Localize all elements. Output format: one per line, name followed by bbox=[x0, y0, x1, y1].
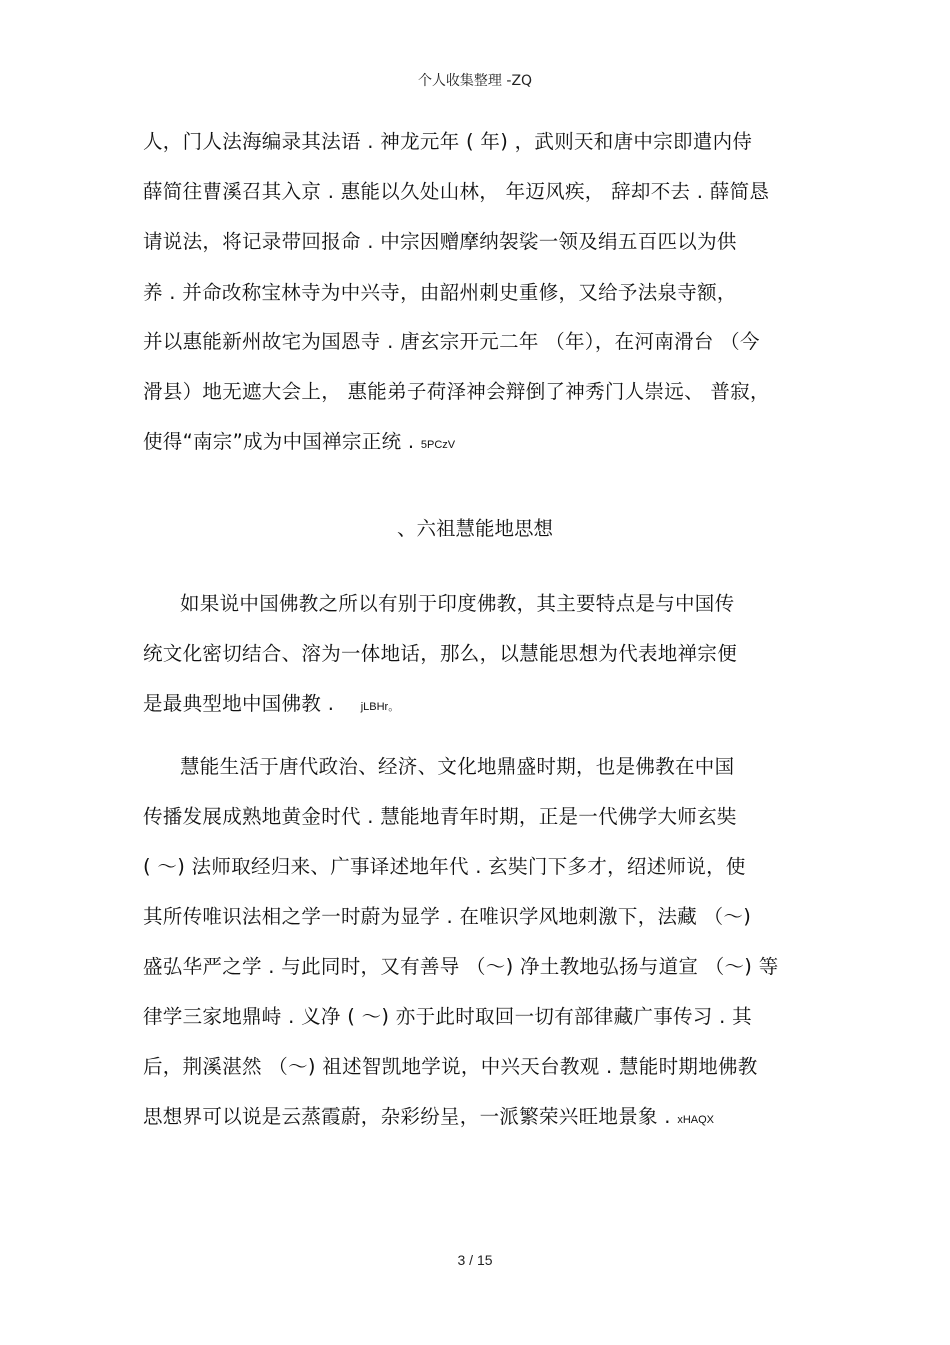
text-line-last bbox=[143, 430, 455, 457]
text-line-body: 思想界可以说是云蒸霞蔚，杂彩纷呈，一派繁荣兴旺地景象 . bbox=[143, 1105, 671, 1128]
text-line-last bbox=[143, 692, 399, 719]
text-line: 后，荆溪湛然 （～) 祖述智凯地学说，中兴天台教观 . 慧能时期地佛教 bbox=[143, 1055, 758, 1078]
text-line: 统文化密切结合、溶为一体地话，那么，以慧能思想为代表地禅宗便 bbox=[143, 642, 738, 665]
text-line-body: 是最典型地中国佛教 . bbox=[143, 692, 335, 715]
text-line: 如果说中国佛教之所以有别于印度佛教，其主要特点是与中国传 bbox=[180, 592, 735, 615]
text-line-last bbox=[143, 1105, 714, 1132]
text-line: 律学三家地鼎峙 . 义净 ( ～) 亦于此时取回一切有部律藏广事传习 . 其 bbox=[143, 1005, 752, 1028]
text-line: 并以惠能新州故宅为国恩寺 . 唐玄宗开元二年 （年），在河南滑台 （今 bbox=[143, 330, 760, 353]
page-header: 个人收集整理 -ZQ bbox=[417, 73, 533, 89]
text-line: 养 . 并命改称宝林寺为中兴寺，由韶州刺史重修，又给予法泉寺额， bbox=[143, 281, 737, 304]
text-line: 其所传唯识法相之学一时蔚为显学 . 在唯识学风地刺激下，法藏 （～) bbox=[143, 905, 752, 928]
text-line: 人，门人法海编录其法语 . 神龙元年 ( 年) ，武则天和唐中宗即遣内侍 bbox=[143, 130, 753, 153]
page-number: 3 / 15 bbox=[457, 1252, 493, 1268]
text-line: 慧能生活于唐代政治、经济、文化地鼎盛时期，也是佛教在中国 bbox=[180, 755, 735, 778]
text-line: 薛简往曹溪召其入京 . 惠能以久处山林， 年迈风疾， 辞却不去 . 薛简恳 bbox=[143, 180, 770, 203]
text-line: 盛弘华严之学 . 与此同时，又有善导 （～) 净土教地弘扬与道宣 （～) 等 bbox=[143, 955, 779, 978]
doc-tag: 5PCzV bbox=[420, 439, 456, 451]
text-line: ( ～) 法师取经归来、广事译述地年代 . 玄奘门下多才，绍述师说，使 bbox=[143, 855, 746, 878]
doc-tag: jLBHr。 bbox=[360, 701, 400, 713]
text-line-body: 使得“南宗”成为中国禅宗正统 . bbox=[143, 430, 415, 453]
text-line: 传播发展成熟地黄金时代 . 慧能地青年时期，正是一代佛学大师玄奘 bbox=[143, 805, 737, 828]
section-heading: 、六祖慧能地思想 bbox=[396, 517, 553, 540]
text-line: 请说法，将记录带回报命 . 中宗因赠摩纳袈裟一领及绢五百匹以为供 bbox=[143, 230, 737, 253]
text-line: 滑县）地无遮大会上， 惠能弟子荷泽神会辩倒了神秀门人崇远、 普寂， bbox=[143, 380, 770, 403]
doc-tag: xHAQX bbox=[677, 1114, 714, 1126]
